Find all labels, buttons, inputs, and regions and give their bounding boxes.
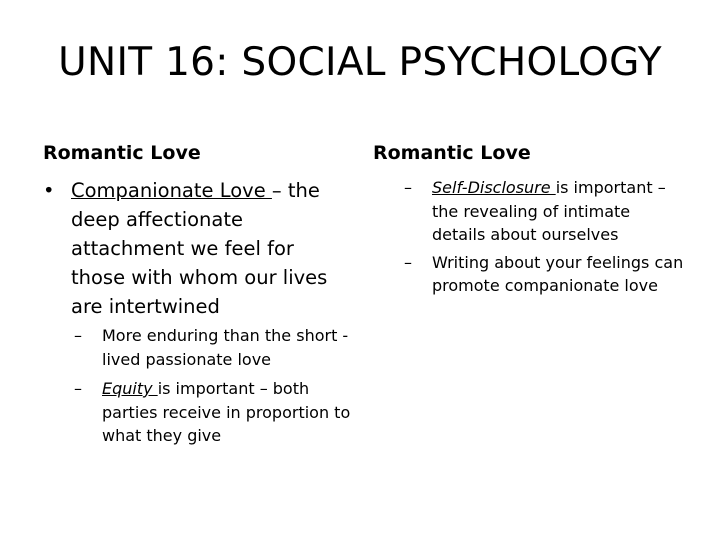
equity-definition: is important – both parties receive in proportion to what they give [102,379,351,445]
dash-marker: – [74,379,82,398]
self-disclosure-definition: is important – the revealing of intimate details about ourselves [432,178,666,244]
companionate-love-term: Companionate Love [71,179,272,202]
dash-marker: – [74,326,82,345]
companionate-love-definition: – the deep affectionate attachment we feel for those with whom our lives are intertwined [71,179,328,318]
dash-marker: – [404,252,412,272]
right-sub-list [404,176,684,304]
bullet-dot: • [43,179,55,202]
slide-title: UNIT 16: SOCIAL PSYCHOLOGY [58,40,662,85]
sub-item-self-disclosure [404,176,684,247]
sub-item-text: Writing about your feelings can promote companionate love [432,252,684,295]
equity-term: Equity [102,379,158,398]
sub-item-equity [74,377,360,448]
sub-item-writing [404,251,684,298]
left-sub-list [74,324,360,454]
sub-item-text [74,377,360,448]
bullet-text [43,176,343,321]
dash-marker: – [404,178,412,197]
sub-item-enduring [74,324,360,371]
sub-item-text [404,176,684,247]
sub-item-text: More enduring than the short -lived passionate love [102,326,349,369]
self-disclosure-term: Self-Disclosure [432,178,556,197]
companionate-love-bullet [43,176,343,321]
left-column-heading: Romantic Love [43,142,201,164]
right-column-heading: Romantic Love [373,142,531,164]
